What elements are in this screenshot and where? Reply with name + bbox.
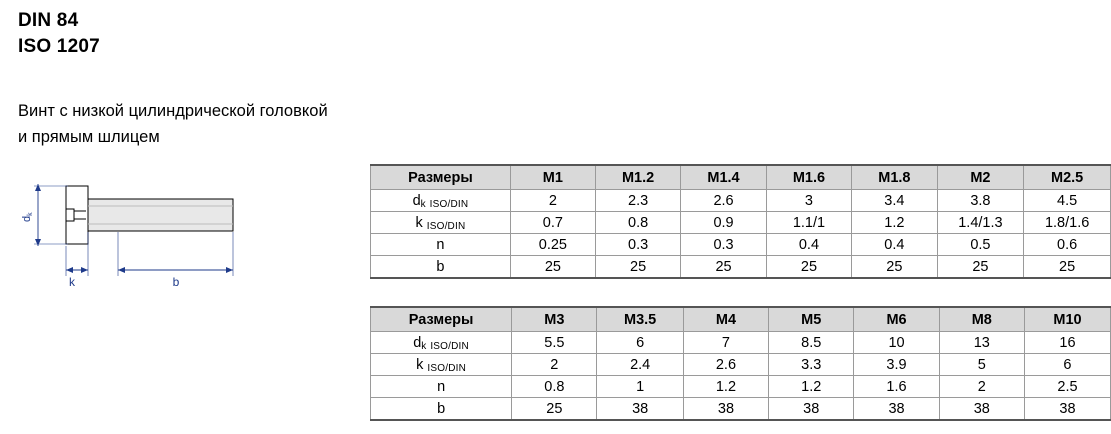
cell-value: 1.2 [769,376,854,398]
cell-value: 0.4 [766,234,851,256]
dimensions-table-small [370,164,1111,279]
row-label-dk: dk ISO/DIN [371,190,511,212]
dimension-label-dk: dk [21,212,34,222]
cell-value: 2 [512,354,597,376]
cell-value: 5 [939,354,1024,376]
cell-value: 1.2 [683,376,768,398]
cell-value: 8.5 [769,332,854,354]
column-header-m5: M5 [769,307,854,332]
cell-value: 25 [681,256,766,279]
cell-value: 0.25 [510,234,595,256]
standard-iso: ISO 1207 [18,36,100,57]
cell-value: 25 [595,256,680,279]
cell-value: 1.4/1.3 [937,212,1024,234]
cell-value: 3.9 [854,354,939,376]
cell-value: 3.3 [769,354,854,376]
cell-value: 38 [1024,398,1110,421]
cell-value: 4.5 [1024,190,1111,212]
cell-value: 2 [510,190,595,212]
cell-value: 38 [939,398,1024,421]
row-label-k: k ISO/DIN [371,212,511,234]
row-label-k: k ISO/DIN [371,354,512,376]
table-row [371,190,1111,212]
standard-din: DIN 84 [18,10,79,31]
column-header-sizes: Размеры [371,307,512,332]
table-row [371,256,1111,279]
row-label-n: n [371,376,512,398]
cell-value: 3.4 [852,190,937,212]
column-header-m1-8: M1.8 [852,165,937,190]
cell-value: 38 [683,398,768,421]
description-line-2: и прямым шлицем [18,128,160,146]
cell-value: 16 [1024,332,1110,354]
cell-value: 0.3 [681,234,766,256]
cell-value: 2.3 [595,190,680,212]
table-row [371,332,1111,354]
cell-value: 1 [597,376,683,398]
cell-value: 25 [937,256,1024,279]
cell-value: 0.6 [1024,234,1111,256]
table-header-row [371,307,1111,332]
column-header-m8: M8 [939,307,1024,332]
row-label-b: b [371,398,512,421]
table-row [371,212,1111,234]
cell-value: 38 [854,398,939,421]
dimensions-table-large [370,306,1111,421]
cell-value: 0.8 [595,212,680,234]
standard-designation [18,8,100,60]
column-header-m3-5: M3.5 [597,307,683,332]
column-header-m2-5: M2.5 [1024,165,1111,190]
cell-value: 2.4 [597,354,683,376]
cell-value: 6 [1024,354,1110,376]
description-line-1: Винт с низкой цилиндрической головкой [18,102,328,120]
row-label-b: b [371,256,511,279]
column-header-m2: M2 [937,165,1024,190]
cell-value: 3.8 [937,190,1024,212]
cell-value: 25 [766,256,851,279]
table-header-row [371,165,1111,190]
cell-value: 2.6 [681,190,766,212]
cell-value: 0.8 [512,376,597,398]
column-header-m6: M6 [854,307,939,332]
cell-value: 0.5 [937,234,1024,256]
column-header-m10: M10 [1024,307,1110,332]
cell-value: 6 [597,332,683,354]
table-row [371,376,1111,398]
cell-value: 1.8/1.6 [1024,212,1111,234]
column-header-m4: M4 [683,307,768,332]
cell-value: 7 [683,332,768,354]
cell-value: 25 [852,256,937,279]
cell-value: 5.5 [512,332,597,354]
column-header-m1-4: M1.4 [681,165,766,190]
cell-value: 2 [939,376,1024,398]
dimension-label-k: k [69,275,75,289]
cell-value: 0.9 [681,212,766,234]
cell-value: 25 [510,256,595,279]
cell-value: 38 [769,398,854,421]
cell-value: 3 [766,190,851,212]
column-header-m3: M3 [512,307,597,332]
column-header-m1-2: M1.2 [595,165,680,190]
cell-value: 25 [1024,256,1111,279]
column-header-m1: M1 [510,165,595,190]
cell-value: 0.3 [595,234,680,256]
screw-drawing-svg [8,166,278,291]
screw-technical-drawing [8,166,278,291]
column-header-sizes: Размеры [371,165,511,190]
cell-value: 0.4 [852,234,937,256]
cell-value: 25 [512,398,597,421]
cell-value: 2.6 [683,354,768,376]
product-description [18,98,328,150]
table-row [371,398,1111,421]
cell-value: 1.2 [852,212,937,234]
cell-value: 13 [939,332,1024,354]
column-header-m1-6: M1.6 [766,165,851,190]
table-row [371,354,1111,376]
table-row [371,234,1111,256]
cell-value: 0.7 [510,212,595,234]
row-label-n: n [371,234,511,256]
cell-value: 38 [597,398,683,421]
cell-value: 2.5 [1024,376,1110,398]
row-label-dk: dk ISO/DIN [371,332,512,354]
cell-value: 1.1/1 [766,212,851,234]
cell-value: 10 [854,332,939,354]
cell-value: 1.6 [854,376,939,398]
dimension-label-b: b [172,275,180,289]
